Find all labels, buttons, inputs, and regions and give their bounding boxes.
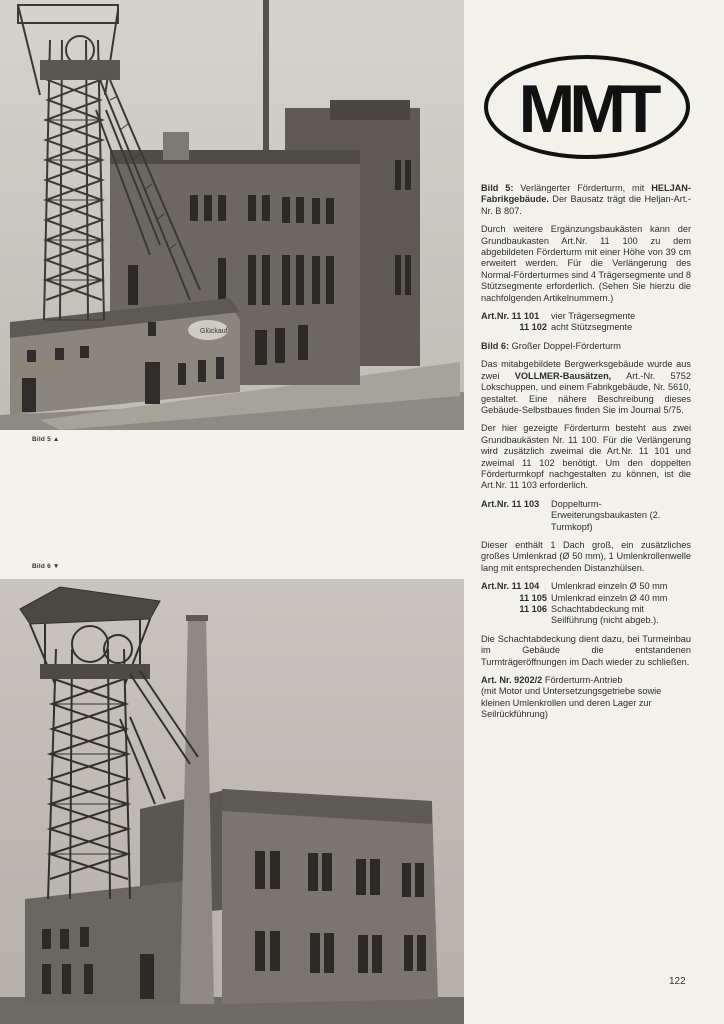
article-number: Art.Nr. 11 101	[481, 311, 540, 322]
caption-bild6: Bild 6 ▼	[32, 563, 60, 570]
bild5-description	[481, 183, 691, 217]
bild5-heading: Bild 5:	[481, 183, 514, 193]
bild6-paragraph-3: Dieser enthält 1 Dach groß, ein zusätzliches großes Umlenkrad (Ø 50 mm), 1 Umlenkrollenwelle lang mit entsprechenden Distanzhülsen.	[481, 539, 691, 573]
bild6-title: Großer Doppel-Förderturm	[509, 340, 621, 351]
bild6-paragraph-2: Der hier gezeigte Förderturm besteht aus zwei Grundbaukästen Nr. 11 100. Für die Verlängerung wird zusätzlich zweimal die Art.Nr. 11 101 und zweimal 11 102 benötigt. Um den doppelten Förderturmkopf nachgestalten zu können, ist die Art.Nr. 11 103 erforderlich.	[481, 423, 691, 491]
article-description: vier Trägersegmente	[551, 311, 636, 322]
article-description: Umlenkrad einzeln Ø 40 mm	[551, 592, 668, 603]
article-number: Art.Nr. 11 103	[481, 498, 540, 509]
article-number: Art.Nr. 11 104	[481, 581, 540, 592]
logo-text: MMT	[518, 71, 656, 147]
article-item	[481, 593, 691, 604]
bild5-paragraph: Durch weitere Ergänzungsbaukästen kann der Grundbaukasten Art.Nr. 11 100 zu dem abgebildeten Förderturm mit einer Höhe von 39 cm erweitert werden. Für die Verlängerung des Normal-Förderturmes sind 4 Trägersegmente und 8 Stützsegmente erforderlich. (Sehen Sie hierzu die nachfolgenden Artikelnummern.)	[481, 224, 691, 303]
drive-article-title: Förderturm-Antrieb	[542, 675, 623, 686]
photo-bild5-extended-headframe	[0, 0, 464, 430]
bild6-para1-c: Art.-Nr. 5752 Lokschuppen, und einem Fabrikgebäude, Nr. 5610, gestaltet. Eine nähere Beschreibung dieses Gebäude-Selbstbaues finden Sie im Journal 5/75.	[481, 370, 691, 415]
article-number: 11 102	[519, 322, 547, 333]
article-number: 11 106	[519, 604, 547, 614]
bild6-title-line	[481, 341, 691, 352]
mmt-logo	[483, 54, 691, 160]
caption-bild5: Bild 5 ▲	[32, 436, 60, 443]
bild5-intro-brand: HELJAN-Fabrikgebäude.	[481, 183, 692, 205]
article-item	[481, 604, 691, 627]
article-item	[481, 581, 691, 592]
article-description: Schachtabdeckung mit Seilführung (nicht abgeb.).	[551, 604, 659, 626]
article-number: 11 105	[519, 592, 547, 603]
article-list-1	[481, 311, 691, 334]
factory-sign-text: Glückauf	[200, 328, 228, 335]
article-description: Umlenkrad einzeln Ø 50 mm	[551, 581, 668, 592]
bild5-intro-c: Der Bausatz trägt die Heljan-Art.-Nr. B 807.	[481, 194, 691, 216]
article-item	[481, 311, 691, 322]
bild6-paragraph-1	[481, 359, 691, 416]
article-description: acht Stützsegmente	[551, 322, 633, 333]
article-description: Doppelturm-Erweiterungsbaukasten (2. Turmkopf)	[551, 498, 661, 532]
photo-bild6-double-headframe	[0, 579, 464, 1024]
bild6-heading: Bild 6:	[481, 340, 510, 351]
article-item	[481, 499, 691, 533]
article-list-2	[481, 499, 691, 533]
drive-article-note: (mit Motor und Untersetzungsgetriebe sowie kleinen Umlenkrollen und deren Lager zur Seilrückführung)	[481, 686, 662, 720]
bild5-intro-a: Verlängerter Förderturm, mit	[513, 183, 652, 193]
article-text-column	[481, 183, 691, 728]
article-item	[481, 322, 691, 333]
bild6-para1-brand: VOLLMER-Bausätzen,	[514, 370, 612, 381]
bild6-para1-a: Das mitabgebildete Bergwerksgebäude wurde aus zwei	[481, 359, 691, 381]
drive-article	[481, 675, 691, 721]
page-number: 122	[669, 976, 686, 987]
drive-article-number: Art. Nr. 9202/2	[481, 675, 543, 686]
article-list-3	[481, 581, 691, 627]
bild6-paragraph-4: Die Schachtabdeckung dient dazu, bei Turmeinbau im Gebäude die entstandenen Turmträgeröffnungen im Dach wieder zu schließen.	[481, 633, 691, 667]
